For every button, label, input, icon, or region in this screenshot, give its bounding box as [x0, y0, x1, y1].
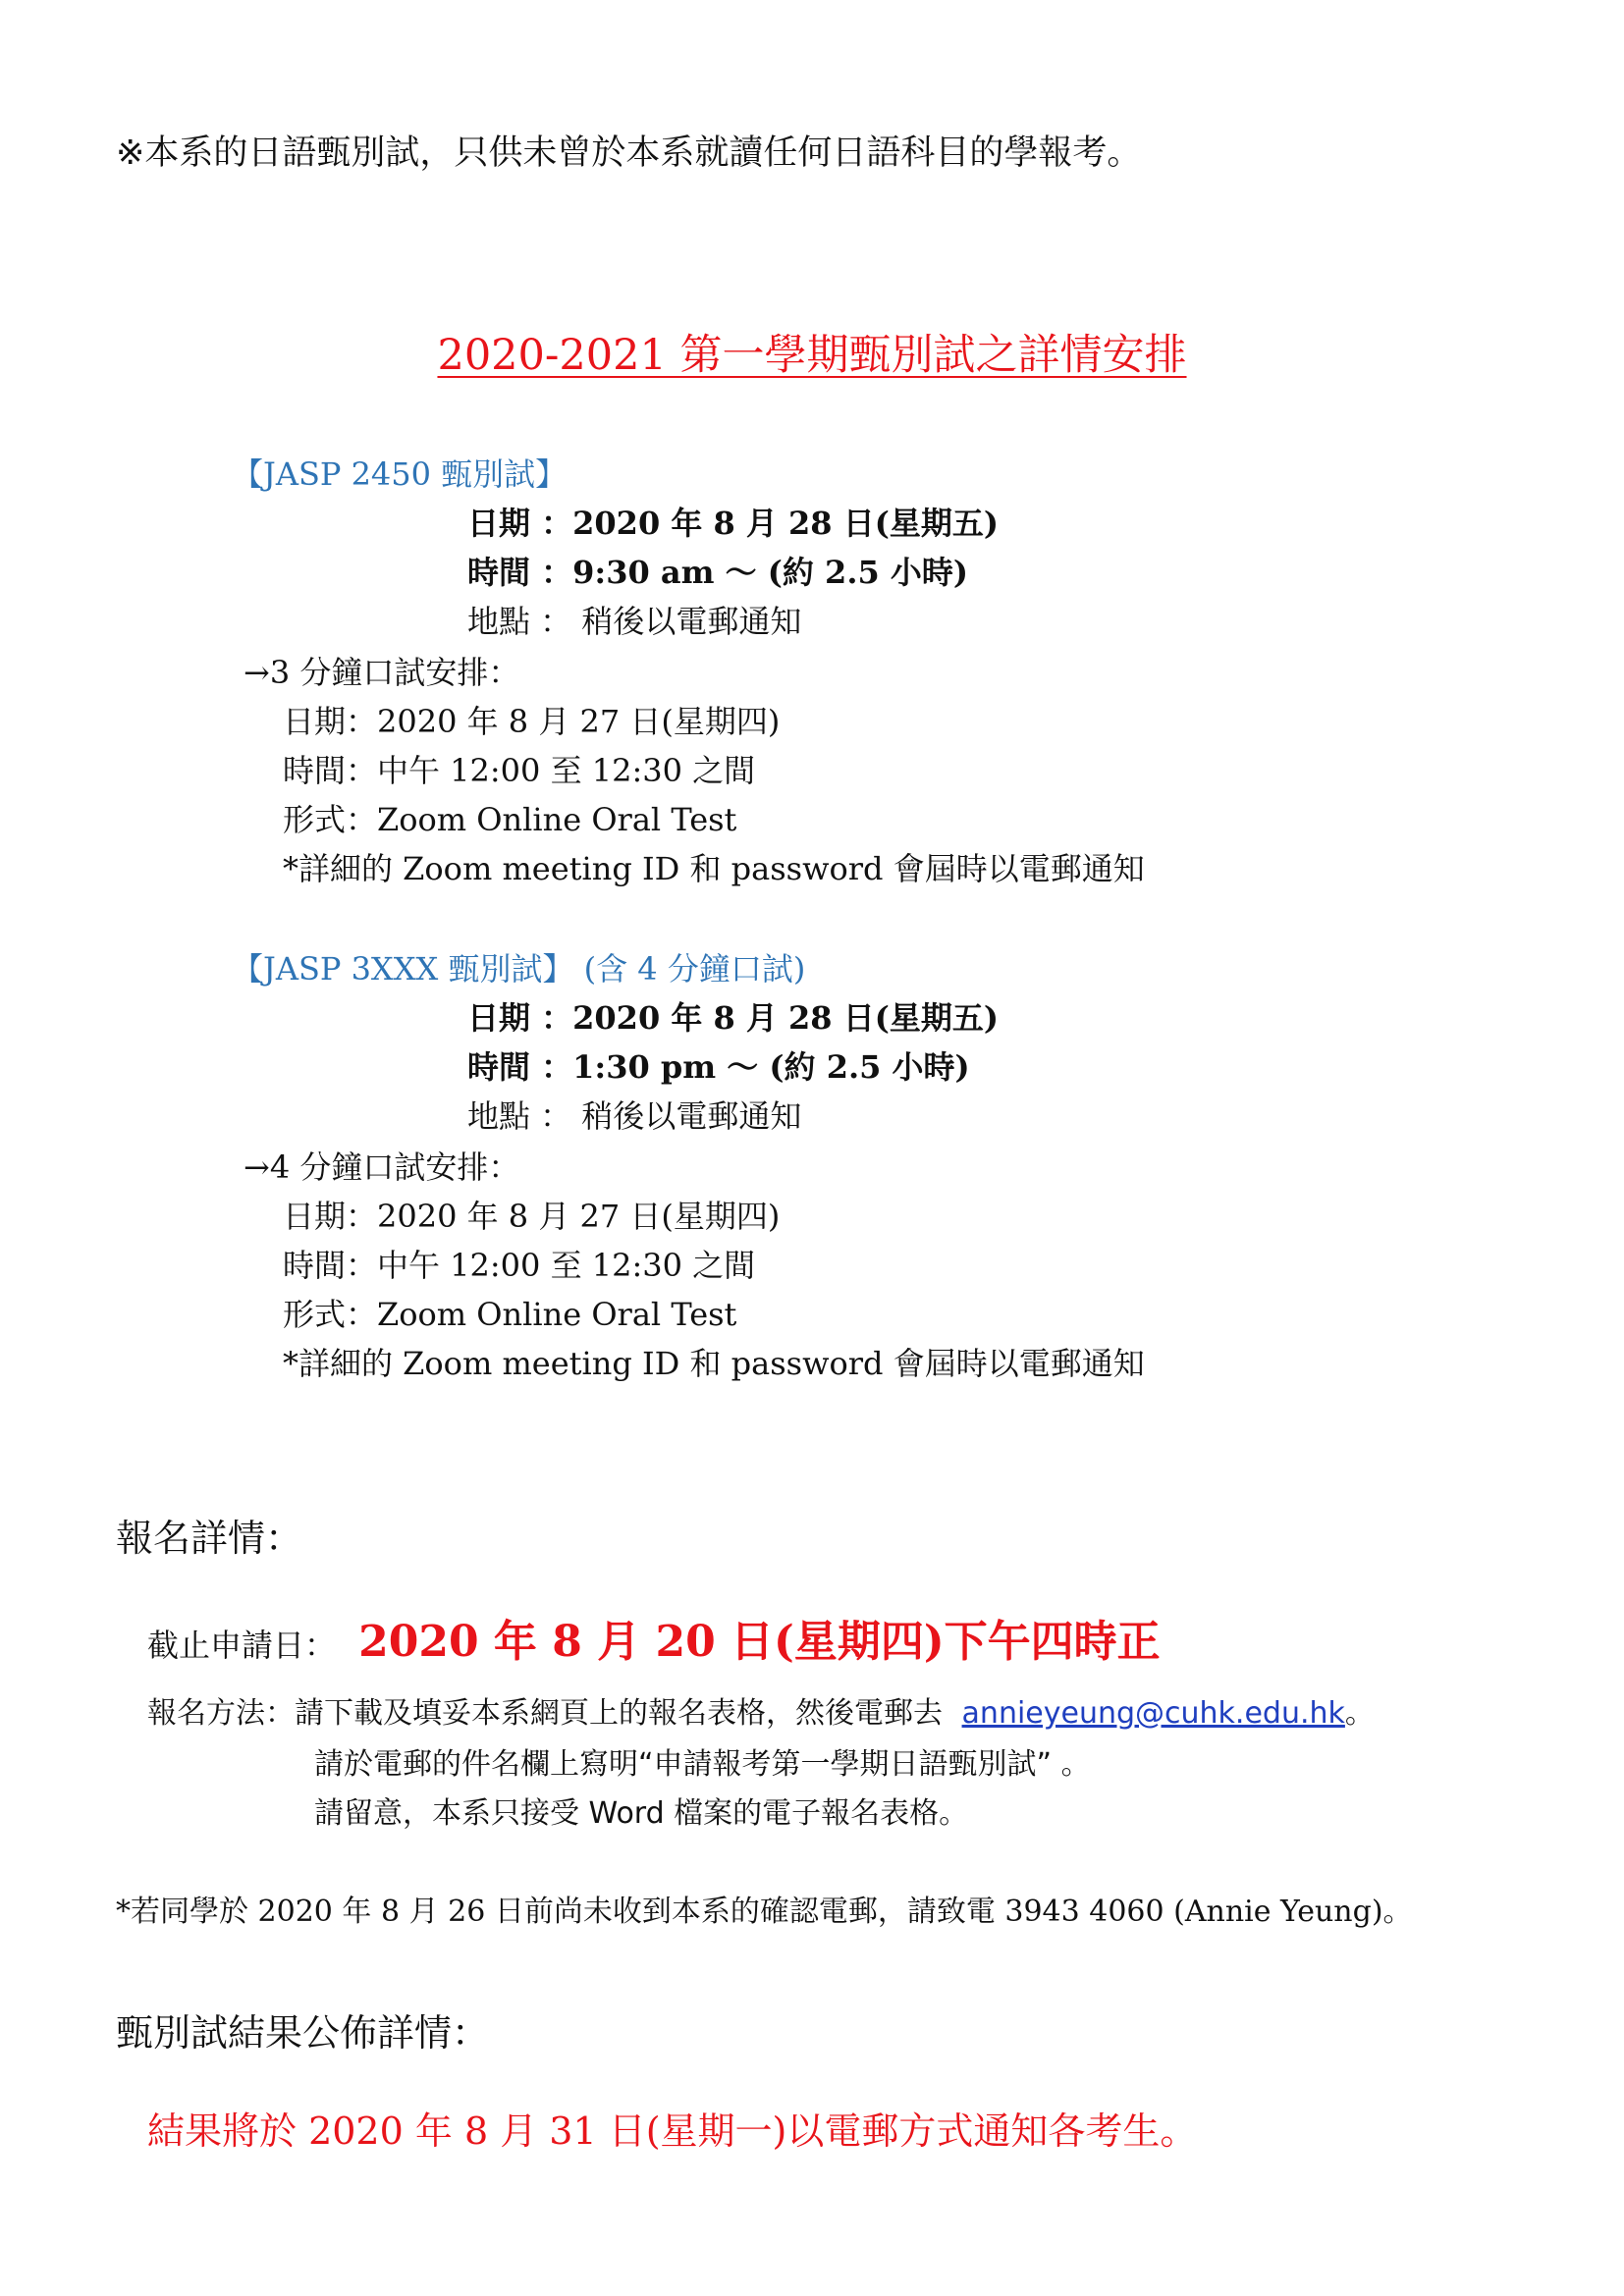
- exam1-venue: 地點 ： 稍後以電郵通知: [467, 603, 802, 640]
- method-line-2: 請於電郵的件名欄上寫明“申請報考第一學期日語甄別試” 。: [314, 1747, 1091, 1782]
- exam2-heading-suffix: (含 4 分鐘口試): [583, 950, 806, 988]
- method-line-3: 請留意，本系只接受 Word 檔案的電子報名表格。: [314, 1796, 969, 1831]
- exam2-oral-date: 日期：2020 年 8 月 27 日(星期四): [283, 1198, 781, 1235]
- exam1-time: 時間 ：9:30 am ～ (約 2.5 小時): [467, 554, 969, 591]
- deadline-value: 2020 年 8 月 20 日(星期四)下午四時正: [358, 1617, 1161, 1667]
- method-suffix: 。: [1344, 1696, 1375, 1731]
- exam1-oral-format: 形式：Zoom Online Oral Test: [283, 801, 737, 838]
- exam2-heading-row: [232, 944, 805, 989]
- method-prefix: 報名方法：請下載及填妥本系網頁上的報名表格，然後電郵去: [147, 1696, 943, 1731]
- deadline-label: 截止申請日：: [147, 1627, 337, 1664]
- exam2-time: 時間 ：1:30 pm ～ (約 2.5 小時): [467, 1048, 970, 1086]
- page-title: [0, 322, 1624, 382]
- deadline-row: [147, 1606, 1161, 1669]
- exam2-heading: 【JASP 3XXX 甄別試】: [232, 950, 574, 988]
- method-line-1: [147, 1688, 1375, 1732]
- exam1-oral-date: 日期：2020 年 8 月 27 日(星期四): [283, 703, 781, 740]
- eligibility-note: ※本系的日語甄別試，只供未曾於本系就讀任何日語科目的學報考。: [116, 133, 1142, 173]
- exam2-oral-title: →4 分鐘口試安排：: [244, 1148, 520, 1186]
- registration-heading: 報名詳情：: [116, 1517, 303, 1560]
- results-text: 結果將於 2020 年 8 月 31 日(星期一)以電郵方式通知各考生。: [147, 2109, 1198, 2153]
- exam1-oral-note: *詳細的 Zoom meeting ID 和 password 會屆時以電郵通知: [283, 850, 1145, 887]
- exam2-date: 日期 ：2020 年 8 月 28 日(星期五): [467, 999, 999, 1037]
- exam2-oral-time: 時間：中午 12:00 至 12:30 之間: [283, 1247, 756, 1284]
- results-heading: 甄別試結果公佈詳情：: [116, 2011, 490, 2055]
- exam2-venue: 地點 ： 稍後以電郵通知: [467, 1097, 802, 1135]
- exam2-oral-note: *詳細的 Zoom meeting ID 和 password 會屆時以電郵通知: [283, 1345, 1145, 1382]
- exam1-heading: 【JASP 2450 甄別試】: [232, 455, 568, 493]
- confirmation-note: *若同學於 2020 年 8 月 26 日前尚未收到本系的確認電郵，請致電 3943 4060 (Annie Yeung)。: [116, 1895, 1413, 1929]
- exam1-date: 日期 ：2020 年 8 月 28 日(星期五): [467, 505, 999, 542]
- exam1-oral-title: →3 分鐘口試安排：: [244, 654, 520, 691]
- exam2-oral-format: 形式：Zoom Online Oral Test: [283, 1296, 737, 1333]
- email-link[interactable]: annieyeung@cuhk.edu.hk: [961, 1696, 1345, 1731]
- page-title-text: 2020-2021 第一學期甄別試之詳情安排: [437, 331, 1187, 380]
- exam1-oral-time: 時間：中午 12:00 至 12:30 之間: [283, 752, 756, 789]
